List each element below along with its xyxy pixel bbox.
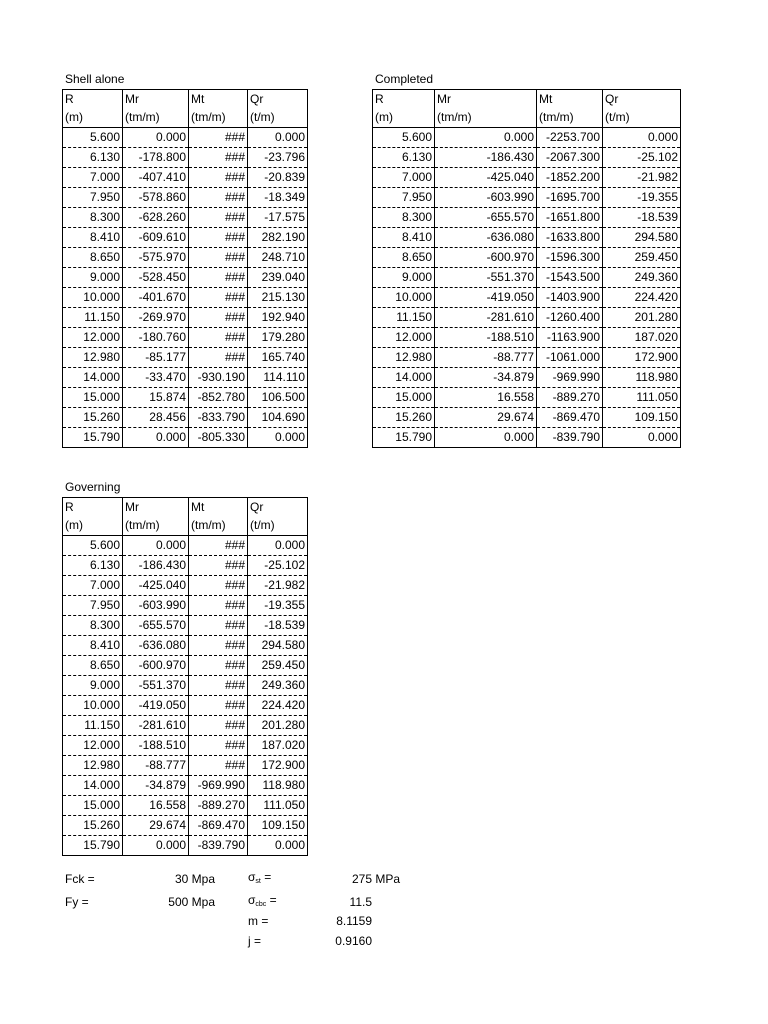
cell-qr: 0.000 bbox=[603, 127, 681, 147]
cell-mr: -88.777 bbox=[123, 755, 189, 775]
cell-mt: ### bbox=[189, 267, 248, 287]
cell-r: 15.790 bbox=[63, 835, 123, 855]
cell-mr: -636.080 bbox=[435, 227, 537, 247]
cell-mt: -969.990 bbox=[189, 775, 248, 795]
cell-qr: 172.900 bbox=[248, 755, 308, 775]
cell-r: 10.000 bbox=[63, 695, 123, 715]
column-header-mr: Mr bbox=[435, 90, 537, 109]
cell-qr: 224.420 bbox=[248, 695, 308, 715]
table-row bbox=[63, 655, 308, 675]
column-header-mr: (tm/m) bbox=[123, 108, 189, 127]
column-header-mt: Mt bbox=[189, 90, 248, 109]
cell-r: 6.130 bbox=[373, 147, 435, 167]
cell-r: 8.410 bbox=[373, 227, 435, 247]
cell-qr: 104.690 bbox=[248, 407, 308, 427]
cell-mt: -1596.300 bbox=[537, 247, 603, 267]
cell-mr: -180.760 bbox=[123, 327, 189, 347]
column-header-r: R bbox=[373, 90, 435, 109]
table-row bbox=[373, 267, 681, 287]
cell-mr: -551.370 bbox=[123, 675, 189, 695]
cell-qr: 215.130 bbox=[248, 287, 308, 307]
cell-mr: 0.000 bbox=[123, 127, 189, 147]
cell-mt: -1403.900 bbox=[537, 287, 603, 307]
cell-mt: ### bbox=[189, 555, 248, 575]
cell-mt: ### bbox=[189, 327, 248, 347]
cell-r: 7.950 bbox=[63, 595, 123, 615]
cell-mt: -1852.200 bbox=[537, 167, 603, 187]
fy-label: Fy = bbox=[65, 895, 89, 909]
sigma-symbol: σ bbox=[248, 870, 256, 884]
column-header-qr: (t/m) bbox=[248, 108, 308, 127]
cell-r: 9.000 bbox=[373, 267, 435, 287]
cell-r: 12.980 bbox=[63, 347, 123, 367]
column-header-mr: Mr bbox=[123, 90, 189, 109]
completed-title: Completed bbox=[375, 72, 434, 86]
table-row bbox=[63, 307, 308, 327]
column-header-mr: (tm/m) bbox=[435, 108, 537, 127]
table-row bbox=[63, 755, 308, 775]
cell-mt: -1543.500 bbox=[537, 267, 603, 287]
sigma-symbol: σ bbox=[248, 893, 256, 907]
cell-qr: 249.360 bbox=[603, 267, 681, 287]
cell-qr: 0.000 bbox=[248, 127, 308, 147]
cell-mt: ### bbox=[189, 187, 248, 207]
cell-mr: 0.000 bbox=[123, 427, 189, 447]
cell-mr: -528.450 bbox=[123, 267, 189, 287]
cell-mt: -889.270 bbox=[537, 387, 603, 407]
cell-qr: 114.110 bbox=[248, 367, 308, 387]
cell-mr: -655.570 bbox=[435, 207, 537, 227]
cell-mt: ### bbox=[189, 675, 248, 695]
cell-r: 9.000 bbox=[63, 267, 123, 287]
cell-qr: 259.450 bbox=[603, 247, 681, 267]
cell-mr: 16.558 bbox=[123, 795, 189, 815]
cell-mr: -419.050 bbox=[123, 695, 189, 715]
cell-r: 8.300 bbox=[63, 207, 123, 227]
cell-r: 15.260 bbox=[373, 407, 435, 427]
column-header-r: R bbox=[63, 498, 123, 517]
cell-mt: ### bbox=[189, 307, 248, 327]
table-row bbox=[63, 147, 308, 167]
cell-mt: ### bbox=[189, 635, 248, 655]
cell-r: 15.260 bbox=[63, 407, 123, 427]
cell-mr: 0.000 bbox=[435, 127, 537, 147]
cell-qr: -25.102 bbox=[603, 147, 681, 167]
cell-mt: ### bbox=[189, 227, 248, 247]
cell-mt: -930.190 bbox=[189, 367, 248, 387]
cell-qr: -19.355 bbox=[248, 595, 308, 615]
cell-mt: -1163.900 bbox=[537, 327, 603, 347]
cell-r: 5.600 bbox=[373, 127, 435, 147]
governing-title: Governing bbox=[65, 480, 121, 494]
cell-mr: -188.510 bbox=[435, 327, 537, 347]
sigma-st-equals: = bbox=[260, 870, 272, 884]
cell-qr: 172.900 bbox=[603, 347, 681, 367]
j-value: 0.9160 bbox=[335, 934, 372, 948]
cell-mt: -1651.800 bbox=[537, 207, 603, 227]
table-row bbox=[63, 227, 308, 247]
cell-mt: -889.270 bbox=[189, 795, 248, 815]
header-row bbox=[63, 90, 308, 109]
cell-r: 6.130 bbox=[63, 147, 123, 167]
cell-mt: ### bbox=[189, 575, 248, 595]
cell-r: 12.980 bbox=[63, 755, 123, 775]
table-row bbox=[373, 287, 681, 307]
cell-qr: 282.190 bbox=[248, 227, 308, 247]
column-header-r: (m) bbox=[63, 108, 123, 127]
column-header-qr: Qr bbox=[248, 498, 308, 517]
cell-qr: 239.040 bbox=[248, 267, 308, 287]
cell-r: 12.000 bbox=[373, 327, 435, 347]
table-row bbox=[63, 695, 308, 715]
cell-r: 14.000 bbox=[63, 775, 123, 795]
table-row bbox=[63, 327, 308, 347]
cell-mr: -33.470 bbox=[123, 367, 189, 387]
cell-mt: -1260.400 bbox=[537, 307, 603, 327]
column-header-mt: (tm/m) bbox=[537, 108, 603, 127]
table-row bbox=[63, 835, 308, 855]
cell-r: 8.300 bbox=[373, 207, 435, 227]
cell-qr: 249.360 bbox=[248, 675, 308, 695]
cell-mt: -1695.700 bbox=[537, 187, 603, 207]
cell-r: 7.950 bbox=[373, 187, 435, 207]
cell-r: 11.150 bbox=[63, 715, 123, 735]
cell-mr: -575.970 bbox=[123, 247, 189, 267]
cell-mr: -281.610 bbox=[123, 715, 189, 735]
table-row bbox=[63, 167, 308, 187]
cell-qr: -19.355 bbox=[603, 187, 681, 207]
cell-r: 5.600 bbox=[63, 127, 123, 147]
cell-r: 7.950 bbox=[63, 187, 123, 207]
table-row bbox=[373, 247, 681, 267]
cell-qr: -18.349 bbox=[248, 187, 308, 207]
cell-mr: -600.970 bbox=[123, 655, 189, 675]
cell-mt: ### bbox=[189, 147, 248, 167]
table-row bbox=[373, 427, 681, 447]
cell-qr: 187.020 bbox=[603, 327, 681, 347]
cell-r: 12.980 bbox=[373, 347, 435, 367]
cell-mt: ### bbox=[189, 595, 248, 615]
cell-qr: -20.839 bbox=[248, 167, 308, 187]
cell-r: 8.410 bbox=[63, 635, 123, 655]
cell-mr: -551.370 bbox=[435, 267, 537, 287]
cell-qr: 111.050 bbox=[248, 795, 308, 815]
cell-qr: -18.539 bbox=[603, 207, 681, 227]
cell-r: 8.410 bbox=[63, 227, 123, 247]
cell-r: 12.000 bbox=[63, 327, 123, 347]
table-row bbox=[63, 815, 308, 835]
cell-mr: -34.879 bbox=[435, 367, 537, 387]
table-row bbox=[373, 387, 681, 407]
cell-mr: -425.040 bbox=[435, 167, 537, 187]
cell-r: 7.000 bbox=[373, 167, 435, 187]
table-row bbox=[373, 307, 681, 327]
cell-mr: -188.510 bbox=[123, 735, 189, 755]
cell-qr: 109.150 bbox=[248, 815, 308, 835]
column-header-mr: (tm/m) bbox=[123, 516, 189, 535]
column-header-r: R bbox=[63, 90, 123, 109]
cell-mr: 0.000 bbox=[123, 835, 189, 855]
column-header-r: (m) bbox=[373, 108, 435, 127]
column-header-mr: Mr bbox=[123, 498, 189, 517]
cell-qr: 179.280 bbox=[248, 327, 308, 347]
sigma-st-value: 275 MPa bbox=[351, 872, 400, 886]
cell-r: 14.000 bbox=[373, 367, 435, 387]
cell-mr: -401.670 bbox=[123, 287, 189, 307]
table-row bbox=[63, 267, 308, 287]
table-row bbox=[63, 615, 308, 635]
cell-r: 15.000 bbox=[63, 795, 123, 815]
table-row bbox=[63, 287, 308, 307]
table-row bbox=[373, 407, 681, 427]
cell-mr: -34.879 bbox=[123, 775, 189, 795]
cell-qr: 201.280 bbox=[248, 715, 308, 735]
cell-qr: 109.150 bbox=[603, 407, 681, 427]
cell-mt: -2067.300 bbox=[537, 147, 603, 167]
column-header-qr: (t/m) bbox=[248, 516, 308, 535]
cell-mr: -85.177 bbox=[123, 347, 189, 367]
cell-r: 14.000 bbox=[63, 367, 123, 387]
cell-mt: ### bbox=[189, 207, 248, 227]
sigma-cbc-subscript: cbc bbox=[255, 901, 267, 908]
cell-mt: ### bbox=[189, 715, 248, 735]
m-label: m = bbox=[248, 914, 269, 928]
cell-r: 15.260 bbox=[63, 815, 123, 835]
column-header-mt: Mt bbox=[537, 90, 603, 109]
cell-qr: 294.580 bbox=[603, 227, 681, 247]
cell-mt: -969.990 bbox=[537, 367, 603, 387]
cell-mt: ### bbox=[189, 535, 248, 555]
cell-qr: -21.982 bbox=[248, 575, 308, 595]
cell-qr: 224.420 bbox=[603, 287, 681, 307]
cell-qr: -17.575 bbox=[248, 207, 308, 227]
completed-table bbox=[372, 89, 681, 448]
cell-mr: -603.990 bbox=[435, 187, 537, 207]
table-row bbox=[63, 795, 308, 815]
cell-r: 11.150 bbox=[63, 307, 123, 327]
cell-r: 10.000 bbox=[63, 287, 123, 307]
cell-r: 15.000 bbox=[63, 387, 123, 407]
sigma-st-subscript: st bbox=[255, 878, 261, 885]
shell-alone-table bbox=[62, 89, 308, 448]
cell-r: 5.600 bbox=[63, 535, 123, 555]
cell-mr: -419.050 bbox=[435, 287, 537, 307]
cell-mr: -88.777 bbox=[435, 347, 537, 367]
cell-mr: -186.430 bbox=[435, 147, 537, 167]
sigma-cbc-equals: = bbox=[266, 893, 277, 907]
cell-r: 15.000 bbox=[373, 387, 435, 407]
cell-qr: 0.000 bbox=[248, 535, 308, 555]
cell-r: 8.650 bbox=[63, 655, 123, 675]
cell-r: 8.300 bbox=[63, 615, 123, 635]
cell-r: 8.650 bbox=[63, 247, 123, 267]
column-header-mt: (tm/m) bbox=[189, 108, 248, 127]
cell-r: 10.000 bbox=[373, 287, 435, 307]
fck-value: 30 Mpa bbox=[174, 872, 215, 886]
table-row bbox=[373, 147, 681, 167]
table-row bbox=[63, 367, 308, 387]
cell-qr: 192.940 bbox=[248, 307, 308, 327]
table-row bbox=[373, 347, 681, 367]
cell-mr: 29.674 bbox=[435, 407, 537, 427]
cell-mr: 0.000 bbox=[123, 535, 189, 555]
table-row bbox=[63, 247, 308, 267]
cell-mt: ### bbox=[189, 167, 248, 187]
cell-r: 9.000 bbox=[63, 675, 123, 695]
cell-mt: ### bbox=[189, 655, 248, 675]
cell-r: 7.000 bbox=[63, 167, 123, 187]
cell-qr: 165.740 bbox=[248, 347, 308, 367]
cell-mt: -2253.700 bbox=[537, 127, 603, 147]
cell-r: 8.650 bbox=[373, 247, 435, 267]
cell-mt: -1633.800 bbox=[537, 227, 603, 247]
column-header-r: (m) bbox=[63, 516, 123, 535]
table-row bbox=[63, 387, 308, 407]
cell-qr: 111.050 bbox=[603, 387, 681, 407]
cell-mt: -805.330 bbox=[189, 427, 248, 447]
sigma-cbc-label bbox=[248, 893, 277, 912]
governing-table bbox=[62, 497, 308, 856]
cell-mt: -839.790 bbox=[189, 835, 248, 855]
cell-qr: 106.500 bbox=[248, 387, 308, 407]
cell-mr: 28.456 bbox=[123, 407, 189, 427]
table-row bbox=[63, 427, 308, 447]
table-row bbox=[63, 207, 308, 227]
header-row bbox=[373, 90, 681, 109]
header-row bbox=[373, 108, 681, 127]
cell-r: 11.150 bbox=[373, 307, 435, 327]
table-row bbox=[63, 535, 308, 555]
table-row bbox=[63, 715, 308, 735]
cell-r: 15.790 bbox=[373, 427, 435, 447]
cell-qr: -23.796 bbox=[248, 147, 308, 167]
column-header-qr: (t/m) bbox=[603, 108, 681, 127]
cell-mr: -281.610 bbox=[435, 307, 537, 327]
cell-mr: 0.000 bbox=[435, 427, 537, 447]
cell-mt: ### bbox=[189, 127, 248, 147]
table-row bbox=[63, 127, 308, 147]
table-row bbox=[63, 575, 308, 595]
cell-mt: ### bbox=[189, 347, 248, 367]
cell-mr: -269.970 bbox=[123, 307, 189, 327]
cell-qr: 187.020 bbox=[248, 735, 308, 755]
column-header-qr: Qr bbox=[603, 90, 681, 109]
table-row bbox=[63, 347, 308, 367]
cell-mr: -603.990 bbox=[123, 595, 189, 615]
header-row bbox=[63, 516, 308, 535]
cell-mt: ### bbox=[189, 695, 248, 715]
cell-mr: 29.674 bbox=[123, 815, 189, 835]
cell-qr: 118.980 bbox=[603, 367, 681, 387]
cell-mr: -425.040 bbox=[123, 575, 189, 595]
cell-mr: 15.874 bbox=[123, 387, 189, 407]
table-row bbox=[63, 407, 308, 427]
cell-mr: -600.970 bbox=[435, 247, 537, 267]
cell-mr: -578.860 bbox=[123, 187, 189, 207]
table-row bbox=[63, 595, 308, 615]
table-row bbox=[63, 735, 308, 755]
cell-mr: -178.800 bbox=[123, 147, 189, 167]
cell-mr: 16.558 bbox=[435, 387, 537, 407]
cell-mt: -1061.000 bbox=[537, 347, 603, 367]
j-label: j = bbox=[248, 934, 262, 948]
fy-value: 500 Mpa bbox=[168, 895, 215, 909]
fck-label: Fck = bbox=[65, 872, 95, 886]
cell-mt: ### bbox=[189, 287, 248, 307]
cell-qr: -21.982 bbox=[603, 167, 681, 187]
cell-mt: -869.470 bbox=[189, 815, 248, 835]
cell-mr: -186.430 bbox=[123, 555, 189, 575]
cell-mt: -839.790 bbox=[537, 427, 603, 447]
m-value: 8.1159 bbox=[336, 914, 372, 928]
cell-mt: ### bbox=[189, 735, 248, 755]
sigma-st-label bbox=[248, 870, 271, 889]
cell-mt: -869.470 bbox=[537, 407, 603, 427]
cell-qr: 0.000 bbox=[248, 835, 308, 855]
cell-qr: 248.710 bbox=[248, 247, 308, 267]
cell-qr: 259.450 bbox=[248, 655, 308, 675]
cell-qr: -25.102 bbox=[248, 555, 308, 575]
header-row bbox=[63, 498, 308, 517]
table-row bbox=[63, 775, 308, 795]
cell-mt: -833.790 bbox=[189, 407, 248, 427]
cell-r: 12.000 bbox=[63, 735, 123, 755]
table-row bbox=[63, 675, 308, 695]
cell-mr: -609.610 bbox=[123, 227, 189, 247]
column-header-mt: (tm/m) bbox=[189, 516, 248, 535]
table-row bbox=[373, 207, 681, 227]
cell-mt: ### bbox=[189, 247, 248, 267]
sigma-cbc-value: 11.5 bbox=[349, 895, 372, 909]
table-row bbox=[373, 187, 681, 207]
cell-qr: 118.980 bbox=[248, 775, 308, 795]
table-row bbox=[373, 167, 681, 187]
cell-mt: -852.780 bbox=[189, 387, 248, 407]
table-row bbox=[63, 555, 308, 575]
table-row bbox=[373, 227, 681, 247]
cell-mt: ### bbox=[189, 615, 248, 635]
table-row bbox=[373, 127, 681, 147]
table-row bbox=[373, 327, 681, 347]
table-row bbox=[63, 635, 308, 655]
cell-qr: 201.280 bbox=[603, 307, 681, 327]
cell-r: 6.130 bbox=[63, 555, 123, 575]
cell-r: 15.790 bbox=[63, 427, 123, 447]
cell-mr: -407.410 bbox=[123, 167, 189, 187]
table-row bbox=[63, 187, 308, 207]
column-header-mt: Mt bbox=[189, 498, 248, 517]
cell-qr: -18.539 bbox=[248, 615, 308, 635]
cell-mr: -636.080 bbox=[123, 635, 189, 655]
cell-mr: -628.260 bbox=[123, 207, 189, 227]
table-row bbox=[373, 367, 681, 387]
header-row bbox=[63, 108, 308, 127]
cell-qr: 294.580 bbox=[248, 635, 308, 655]
cell-r: 7.000 bbox=[63, 575, 123, 595]
cell-qr: 0.000 bbox=[248, 427, 308, 447]
cell-mr: -655.570 bbox=[123, 615, 189, 635]
cell-qr: 0.000 bbox=[603, 427, 681, 447]
cell-mt: ### bbox=[189, 755, 248, 775]
shell-alone-title: Shell alone bbox=[65, 72, 125, 86]
column-header-qr: Qr bbox=[248, 90, 308, 109]
